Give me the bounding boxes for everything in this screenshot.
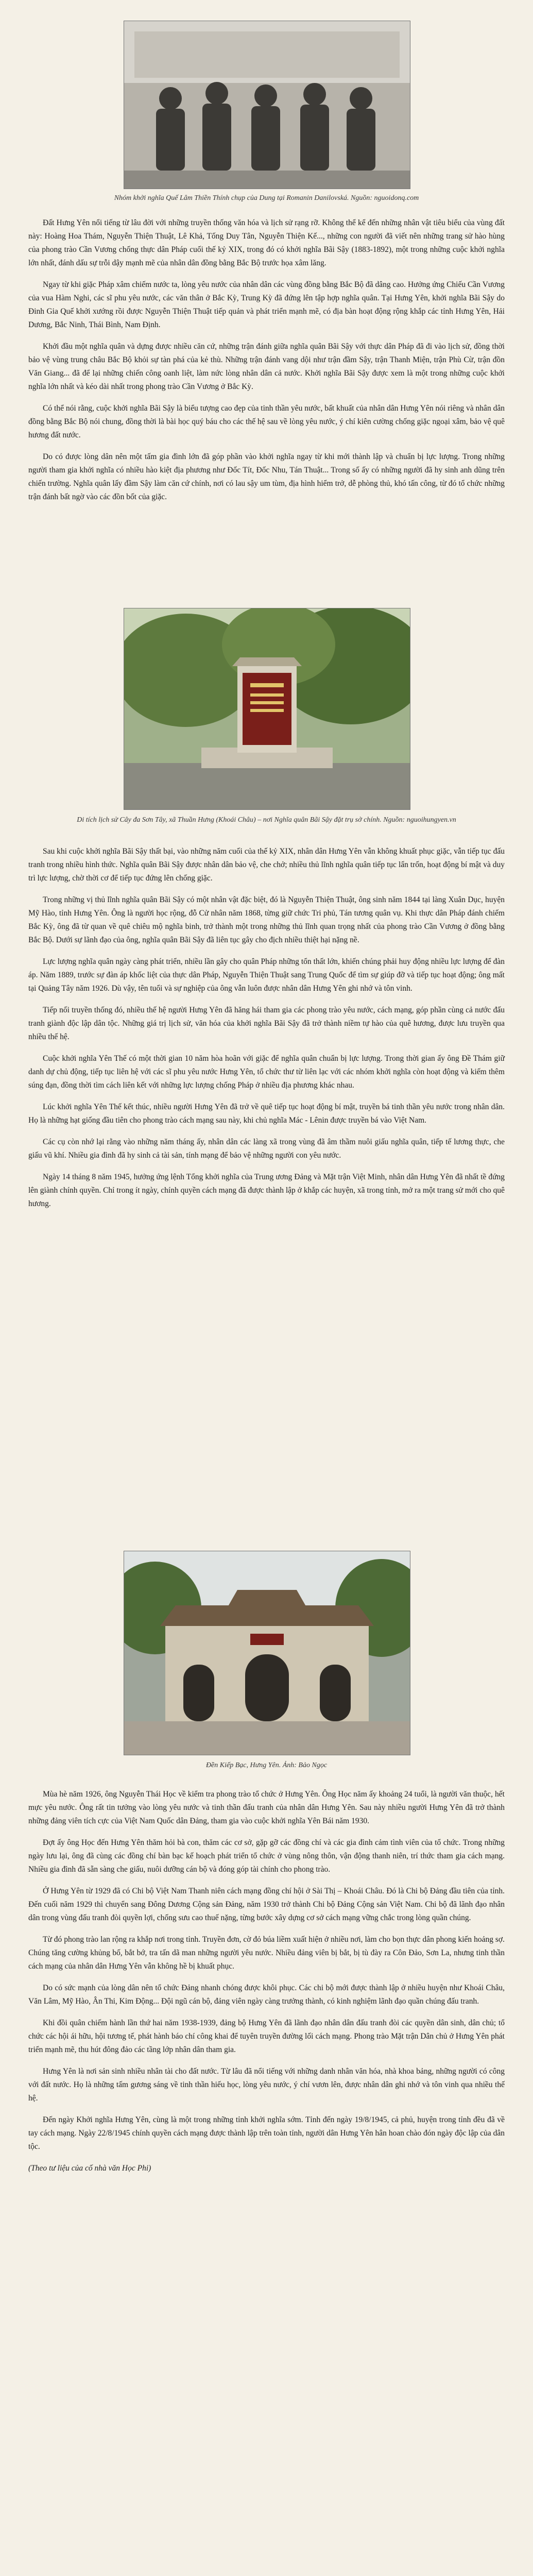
- temple-gate-photo: [124, 1551, 410, 1755]
- paragraph: Do có sức mạnh của lòng dân nên tổ chức Đảng nhanh chóng được khôi phục. Các chi bộ mới được thành lập ở nhiều huyện như Khoái Châu, Văn Lâm, Mỹ Hào, Ân Thi, Kim Động... Đội ngũ cán bộ, đảng viên ngày càng trưởng thành, có kinh nghiệm lãnh đạo quần chúng đấu tranh.: [28, 1984, 505, 2006]
- paragraph: Đất Hưng Yên nổi tiếng từ lâu đời với những truyền thống văn hóa và lịch sử rạng rỡ. Không thể kể đến những nhân vật tiêu biểu của vùng đất này: Hoàng Hoa Thám, Nguyễn Thiện Thuật, Lê Khả, Tống Duy Tân, Nguyễn Thiện Kế..., những con người đã viết nên những trang sử hào hùng của phong trào Cần Vương chống thực dân Pháp cuối thế kỷ XIX, trong đó có khởi nghĩa Bãi Sậy (1883-1892), một trong những cuộc khởi nghĩa lớn nhất, đánh dấu sự trỗi dậy mạnh mẽ của nhân dân đồng bằng Bắc Bộ trước họa xâm lăng.: [28, 218, 505, 267]
- paragraph: Hưng Yên là nơi sản sinh nhiều nhân tài cho đất nước. Từ lâu đã nổi tiếng với những danh nhân văn hóa, nhà khoa bảng, những người có công với đất nước. Họ là những tấm gương sáng về tinh thần hiếu học, lòng yêu nước, ý chí vươn lên, được nhân dân ghi nhớ và tôn vinh qua nhiều thế hệ.: [28, 2067, 505, 2103]
- paragraph: Ở Hưng Yên từ 1929 đã có Chi bộ Việt Nam Thanh niên cách mạng đồng chí hội ở Sài Thị – Khoái Châu. Đó là Chi bộ Đảng đầu tiên của tỉnh. Đến cuối năm 1929 thì chuyển sang Đông Dương Cộng sản Đảng, năm 1930 trở thành Chi bộ Đảng Cộng sản Việt Nam. Chi bộ đã lãnh đạo nhân dân trong vùng đấu tranh đòi quyền lợi, chống sưu cao thuế nặng, từng bước xây dựng cơ sở cách mạng vững chắc trong lòng quần chúng.: [28, 1887, 505, 1922]
- paragraph: Tiếp nối truyền thống đó, nhiều thế hệ người Hưng Yên đã hăng hái tham gia các phong trào yêu nước, cách mạng, góp phần cùng cả nước đấu tranh giành độc lập dân tộc. Những giá trị lịch sử, văn hóa của khởi nghĩa Bãi Sậy đã trở thành niềm tự hào của quê hương, được lưu truyền qua nhiều thế hệ.: [28, 1006, 505, 1041]
- source-note: (Theo tư liệu của cố nhà văn Học Phi): [28, 2164, 151, 2173]
- article-photo-2: [124, 608, 410, 810]
- paragraph: Ngay từ khi giặc Pháp xâm chiếm nước ta, lòng yêu nước của nhân dân các vùng đồng bằng Bắc Bộ đã dâng cao. Hưởng ứng Chiếu Cần Vương của vua Hàm Nghi, các sĩ phu yêu nước, các văn thân ở Bắc Kỳ, Trung Kỳ đã đứng lên tập hợp nghĩa quân. Tại Hưng Yên, khởi nghĩa Bãi Sậy do Đinh Gia Quế khởi xướng rồi được Nguyễn Thiện Thuật tiếp quản và phát triển mạnh mẽ, có địa bàn hoạt động rộng khắp các tỉnh Hưng Yên, Hải Dương, Bắc Ninh, Thái Bình, Nam Định.: [28, 280, 505, 329]
- photo-2-caption: Di tích lịch sử Cây đa Sơn Tây, xã Thuần Hưng (Khoái Châu) – nơi Nghĩa quân Bãi Sậy đặt trụ sở chính. Nguồn: nguoihungyen.vn: [77, 816, 456, 824]
- article-section-1: [28, 216, 505, 512]
- paragraph: Trong những vị thủ lĩnh nghĩa quân Bãi Sậy có một nhân vật đặc biệt, đó là Nguyễn Thiện Thuật, ông sinh năm 1844 tại làng Xuân Dục, huyện Mỹ Hào, tỉnh Hưng Yên. Ông là người học rộng, đỗ Cử nhân năm 1868, từng giữ chức Tri phủ, Tán tương quân vụ. Khi thực dân Pháp đánh chiếm Bắc Kỳ, ông đã từ quan về quê chiêu mộ nghĩa binh, trở thành một trong những thủ lĩnh quan trọng nhất của phong trào Cần Vương ở đồng bằng Bắc Bộ. Dưới sự lãnh đạo của ông, nghĩa quân Bãi Sậy đã liên tục gây cho địch nhiều thiệt hại nặng nề.: [28, 895, 505, 944]
- article-photo-3: [124, 1551, 410, 1755]
- paragraph: Khi đồi quân chiếm hành lần thứ hai năm 1938-1939, đảng bộ Hưng Yên đã lãnh đạo nhân dân đấu tranh đòi các quyền dân sinh, dân chủ; tổ chức các hội ái hữu, hội tương tế, phát hành báo chí công khai để tuyên truyền đường lối cách mạng. Phong trào Mặt trận Dân chủ ở Hưng Yên phát triển mạnh mẽ, thu hút đông đảo các tầng lớp nhân dân tham gia.: [28, 2019, 505, 2054]
- article-photo-1: [124, 21, 410, 189]
- paragraph: Từ đó phong trào lan rộng ra khắp nơi trong tỉnh. Truyền đơn, cờ đỏ búa liềm xuất hiện ở nhiều nơi, làm cho bọn thực dân phong kiến hoảng sợ. Chúng tăng cường khủng bố, bắt bớ, tra tấn dã man những người yêu nước. Nhiều đảng viên bị bắt, bị tù đày ra Côn Đảo, Sơn La, nhưng tinh thần cách mạng của nhân dân Hưng Yên vẫn không hề bị khuất phục.: [28, 1935, 505, 1971]
- paragraph: Cuộc khởi nghĩa Yên Thế có một thời gian 10 năm hòa hoãn với giặc để nghĩa quân chuẩn bị lực lượng. Trong thời gian ấy ông Đề Thám giữ danh dự chủ động, tiếp tục liên hệ với các sĩ phu yêu nước Hưng Yên, tổ chức thư từ liên lạc với các nhóm khởi nghĩa còn hoạt động và kiếm thêm súng đạn, đồng thời tìm cách liên kết với những lực lượng chống Pháp ở nhiều địa phương khác nhau.: [28, 1054, 505, 1090]
- old-group-photo: [124, 21, 410, 189]
- paragraph: Đến ngày Khởi nghĩa Hưng Yên, cùng là một trong những tỉnh khởi nghĩa sớm. Tỉnh đến ngày 19/8/1945, cả phủ, huyện trong tỉnh đều đã về tay cách mạng. Ngày 22/8/1945 chính quyền cách mạng được thành lập trên toàn tỉnh, người dân Hưng Yên hân hoan chào đón ngày độc lập của dân tộc.: [28, 2115, 505, 2151]
- photo-3-caption: Đền Kiếp Bạc, Hưng Yên. Ảnh: Bảo Ngọc: [205, 1761, 328, 1769]
- paragraph: Lúc khởi nghĩa Yên Thế kết thúc, nhiều người Hưng Yên đã trở về quê tiếp tục hoạt động bí mật, truyền bá tinh thần yêu nước trong nhân dân. Họ là những hạt giống đầu tiên cho phong trào cách mạng sau này, khi chủ nghĩa Mác - Lênin được truyền bá vào Việt Nam.: [28, 1103, 505, 1125]
- paragraph: Các cụ còn nhớ lại rằng vào những năm tháng ấy, nhân dân các làng xã trong vùng đã âm thầm nuôi giấu nghĩa quân, tiếp tế lương thực, che giấu vũ khí. Nhiều gia đình đã hy sinh cả tài sản, tính mạng để bảo vệ những người con yêu nước.: [28, 1138, 505, 1160]
- paragraph: Khởi đầu một nghĩa quân và dựng được nhiều căn cứ, những trận đánh giữa nghĩa quân Bãi Sậy với thực dân Pháp đã đi vào lịch sử, đồng thời bảo vệ vùng trung châu Bắc Bộ khỏi sự tàn phá của kẻ thù. Những trận đánh vang dội như trận đầm Sậy, trận Thanh Miện, trận Phù Cừ, trận đồn Văn Giang... đã để lại những chiến công oanh liệt, làm nức lòng nhân dân cả nước. Khởi nghĩa Bãi Sậy được xem là một trong những cuộc khởi nghĩa lớn nhất và kéo dài nhất trong phong trào Cần Vương ở Bắc Kỳ.: [28, 342, 505, 391]
- paragraph: Mùa hè năm 1926, ông Nguyễn Thái Học về kiểm tra phong trào tổ chức ở Hưng Yên. Ông Học năm ấy khoảng 24 tuổi, là người văn thuộc, hết mực yêu nước. Ông rất tin tưởng vào lòng yêu nước và tinh thần đấu tranh của nhân dân Hưng Yên. Sau này nhiều người Hưng Yên đã trở thành những đảng viên tích cực của Việt Nam Quốc dân Đảng, tham gia vào cuộc khởi nghĩa Yên Bái năm 1930.: [28, 1790, 505, 1825]
- paragraph: Có thể nói rằng, cuộc khởi nghĩa Bãi Sậy là biểu tượng cao đẹp của tinh thần yêu nước, bất khuất của nhân dân Hưng Yên nói riêng và nhân dân đồng bằng Bắc Bộ nói chung, đồng thời là bài học quý báu cho các thế hệ sau về lòng yêu nước, ý chí kiên cường chống giặc ngoại xâm, bảo vệ quê hương đất nước.: [28, 404, 505, 439]
- paragraph: Lực lượng nghĩa quân ngày càng phát triển, nhiều lần gây cho quân Pháp những tổn thất lớn, khiến chúng phải huy động nhiều lực lượng để đàn áp. Năm 1889, trước sự đàn áp khốc liệt của thực dân Pháp, Nguyễn Thiện Thuật sang Trung Quốc để tìm sự giúp đỡ và tiếp tục hoạt động; ông mất tại Quảng Tây năm 1926. Dù vậy, tên tuổi và sự nghiệp của ông vẫn luôn được nhân dân Hưng Yên ghi nhớ và tôn vinh.: [28, 957, 505, 993]
- monument-photo: [124, 608, 410, 809]
- paragraph: Đợt ấy ông Học đến Hưng Yên thăm hỏi bà con, thăm các cơ sở, gặp gỡ các đồng chí và các gia đình cảm tình viên của tổ chức. Trong những ngày lưu lại, ông đã cùng các đồng chí bàn bạc kế hoạch phát triển tổ chức ở vùng nông thôn, vận động thanh niên, trí thức tham gia cách mạng. Nhiều gia đình đã sẵn sàng che giấu, nuôi dưỡng cán bộ và đóng góp tài chính cho phong trào.: [28, 1838, 505, 1874]
- article-section-3: [28, 1788, 505, 2183]
- article-section-2: [28, 845, 505, 1219]
- paragraph: Ngày 14 tháng 8 năm 1945, hưởng ứng lệnh Tổng khởi nghĩa của Trung ương Đảng và Mặt trận Việt Minh, nhân dân Hưng Yên đã nhất tề đứng lên giành chính quyền. Chỉ trong ít ngày, chính quyền cách mạng đã được thành lập ở khắp các huyện, xã trong tỉnh, mở ra một trang sử mới cho quê hương.: [28, 1173, 505, 1208]
- photo-1-caption: Nhóm khởi nghĩa Quế Lâm Thiền Thính chụp của Dung tại Romanin Danilovská. Nguồn: nguoidonq.com: [114, 194, 419, 202]
- paragraph: Do có được lòng dân nên một tấm gia đình lớn đã góp phần vào khởi nghĩa ngay từ khi mới thành lập và chuẩn bị lực lượng. Trong những người tham gia khởi nghĩa có nhiều hào kiệt địa phương như Đốc Tít, Đốc Nhu, Tán Thuật... Trong số ấy có những người đã hy sinh anh dũng trên chiến trường. Nghĩa quân lấy đầm Sậy làm căn cứ chính, nơi có lau sậy um tùm, địa hình hiểm trở, dễ phòng thủ, khó tấn công, từ đó tổ chức những trận đánh bất ngờ vào các đồn bốt của giặc.: [28, 452, 505, 501]
- paragraph: Sau khi cuộc khởi nghĩa Bãi Sậy thất bại, vào những năm cuối của thế kỷ XIX, nhân dân Hưng Yên vẫn không khuất phục giặc, vẫn tiếp tục đấu tranh trong nhiều hình thức. Nghĩa quân Bãi Sậy được nhân dân bảo vệ, che chở; nhiều thủ lĩnh nghĩa quân tiếp tục lẩn trốn, hoạt động bí mật và duy trì lực lượng, chờ thời cơ để tiếp tục đứng lên chống giặc.: [28, 847, 505, 883]
